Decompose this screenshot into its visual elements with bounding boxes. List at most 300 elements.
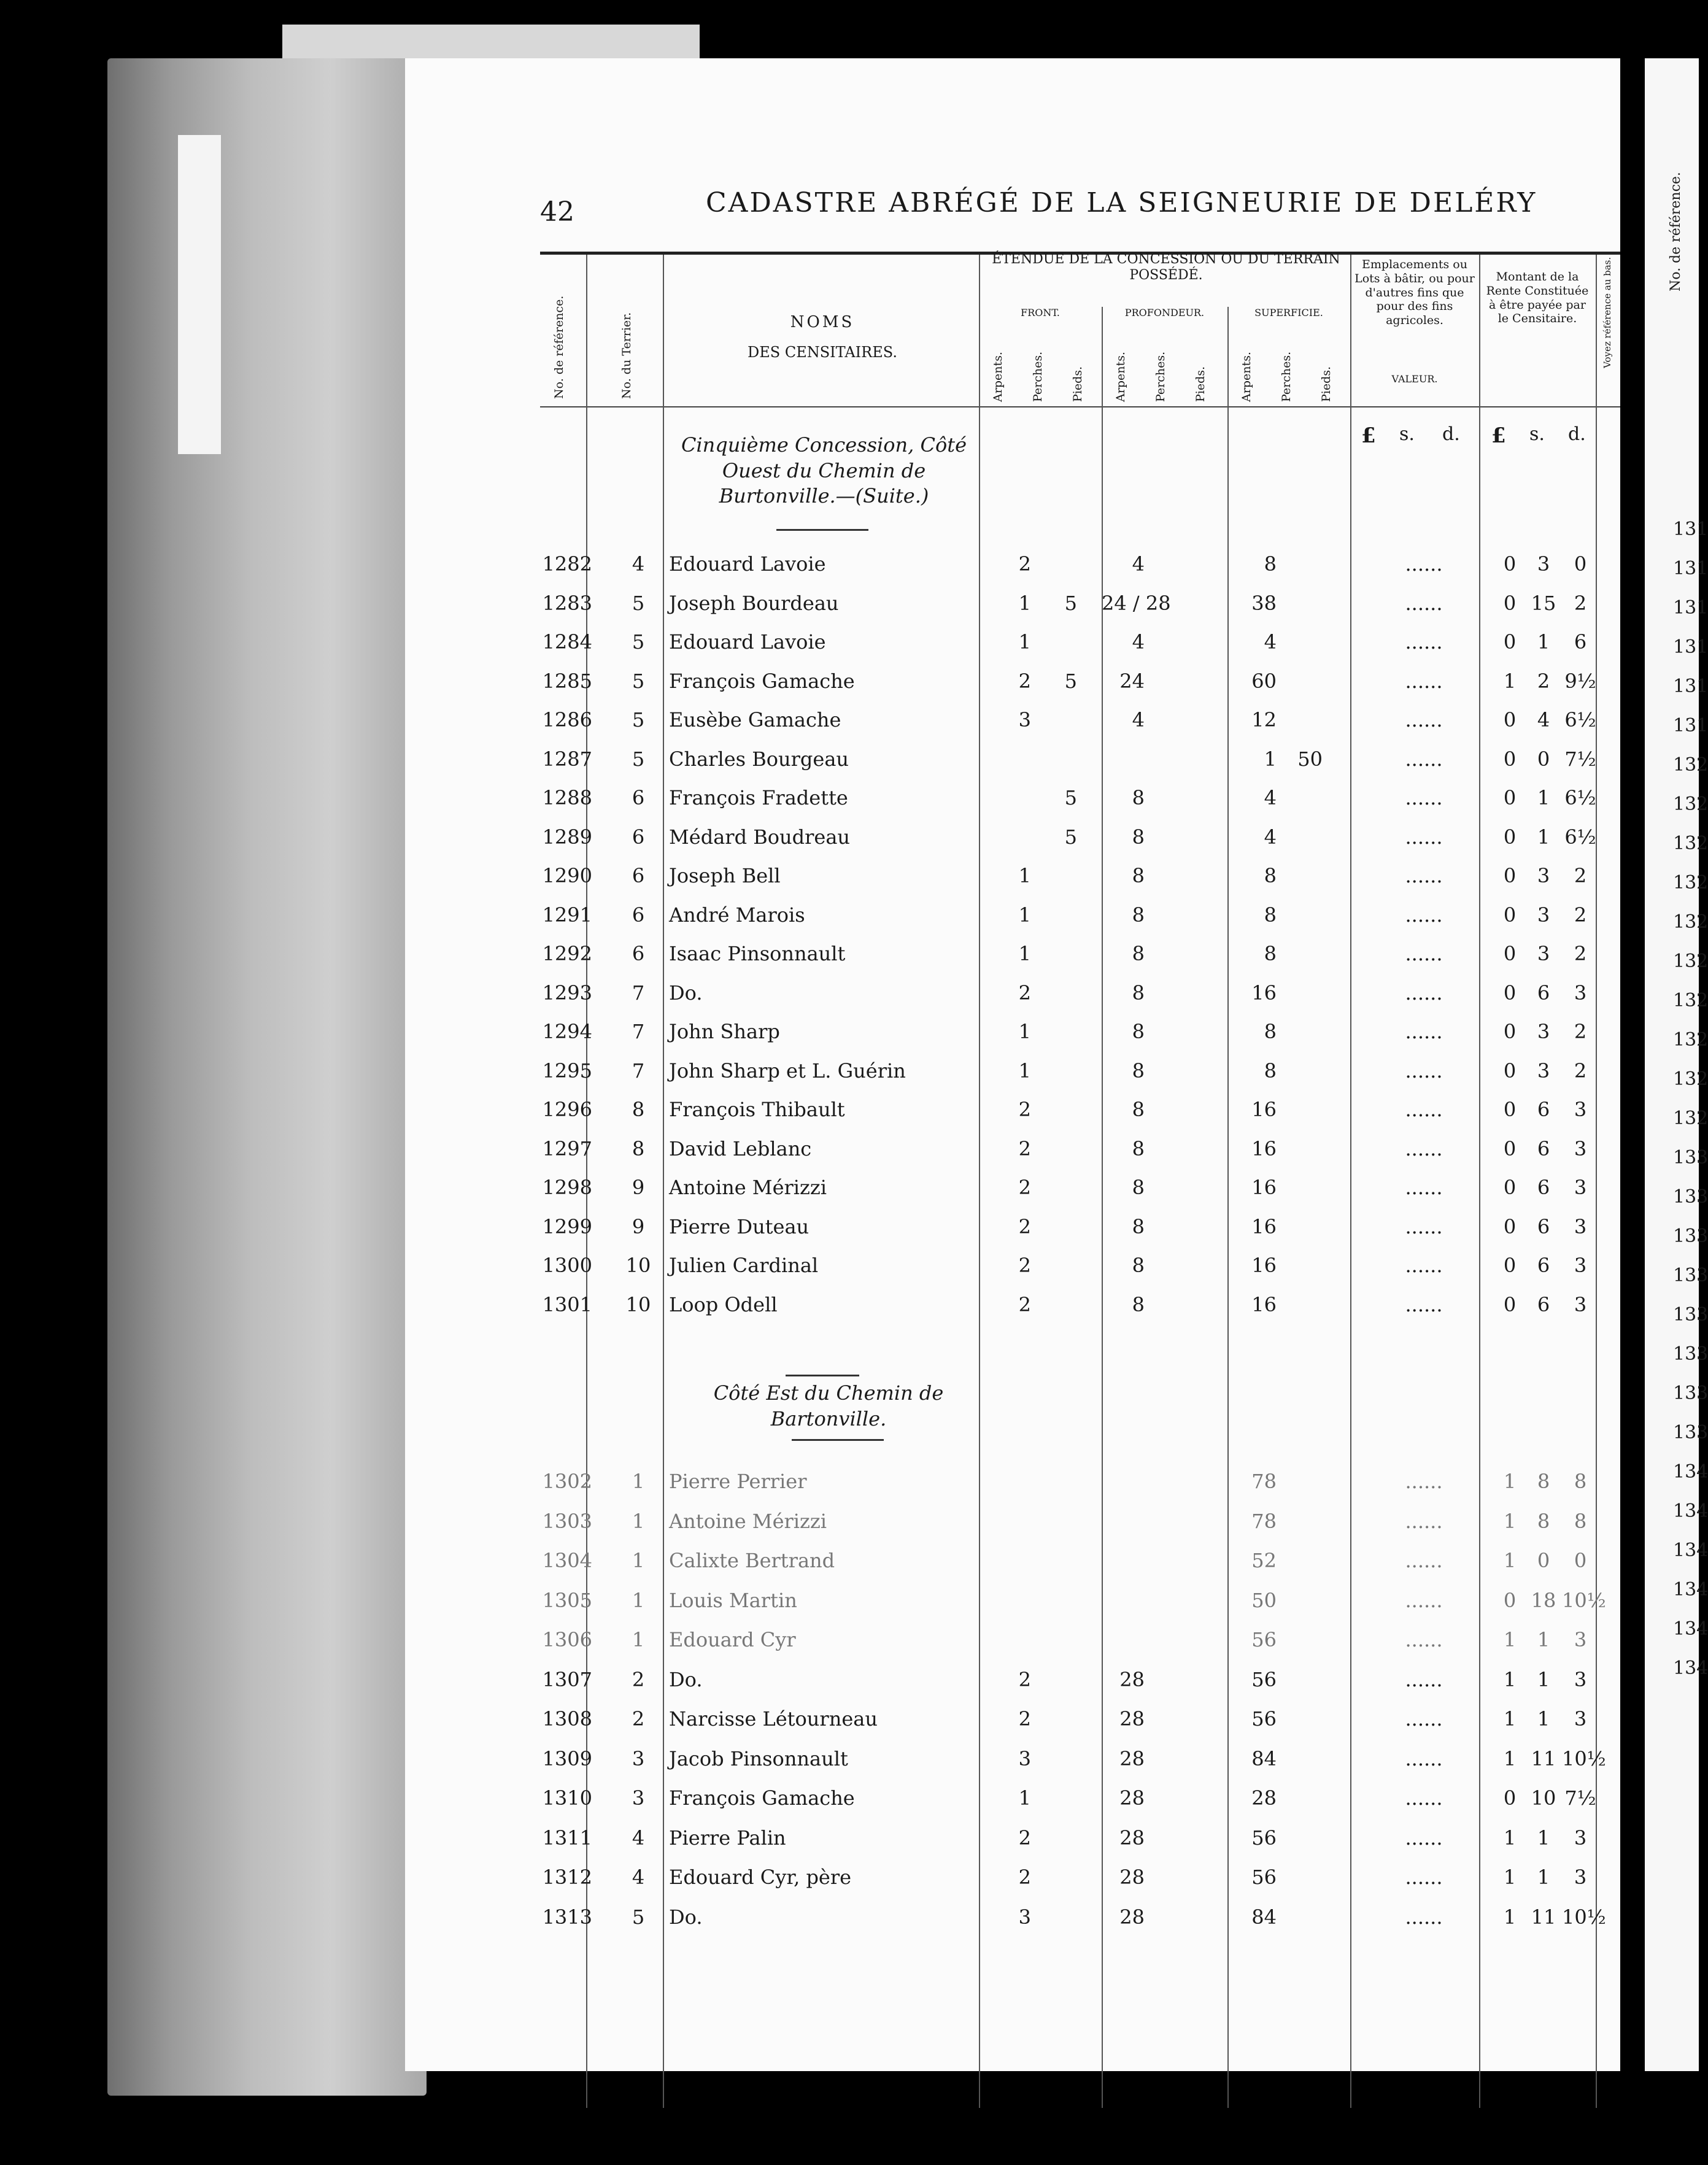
cell-val: ......: [1405, 1866, 1443, 1889]
cell-sa: 4: [1264, 825, 1277, 849]
cell-ter: 3: [632, 1746, 645, 1770]
cell-name: Edouard Lavoie: [669, 552, 826, 576]
cell-val: ......: [1405, 864, 1443, 887]
cell-d: 6: [1574, 630, 1587, 654]
cell-ter: 9: [632, 1214, 645, 1238]
currency-pence: d.: [1442, 423, 1460, 445]
cell-s: 6: [1537, 1137, 1550, 1160]
cell-l: 0: [1503, 747, 1517, 771]
right-page-ref-number: 132: [1673, 1068, 1708, 1090]
right-page-ref-number: 132: [1673, 1108, 1708, 1129]
cell-sa: 56: [1251, 1667, 1277, 1691]
cell-l: 0: [1503, 630, 1517, 654]
cell-pa: 8: [1132, 942, 1145, 965]
cell-ter: 5: [632, 591, 645, 615]
cell-pa: 8: [1132, 864, 1145, 887]
right-page-ref-number: 133: [1673, 1147, 1708, 1168]
cell-s: 3: [1537, 552, 1550, 576]
cell-name: David Leblanc: [669, 1137, 812, 1160]
table-row: [0, 592, 1699, 628]
cell-ter: 4: [632, 1826, 645, 1850]
table-row: [0, 1707, 1699, 1744]
cell-pa: 8: [1132, 1098, 1145, 1121]
cell-pa: 28: [1119, 1667, 1145, 1691]
cell-s: 2: [1537, 669, 1550, 693]
table-row: [0, 981, 1699, 1018]
cell-d: 9½: [1564, 669, 1596, 693]
section-heading-fifth-concession: Cinquième Concession, Côté Ouest du Chemin de Burtonville.—(Suite.): [681, 433, 967, 508]
currency-pound-rente: £: [1491, 423, 1506, 448]
cell-ref: 1310: [542, 1786, 592, 1810]
cell-ref: 1297: [542, 1137, 592, 1160]
cell-name: Julien Cardinal: [669, 1254, 819, 1277]
cell-name: Antoine Mérizzi: [669, 1509, 827, 1533]
cell-ref: 1289: [542, 825, 592, 849]
cell-fa: 2: [1018, 669, 1031, 693]
cell-sa: 28: [1251, 1786, 1277, 1810]
cell-name: Eusèbe Gamache: [669, 708, 841, 731]
header-front-pieds: Pieds.: [1071, 366, 1084, 402]
header-front-perches: Perches.: [1031, 351, 1045, 402]
cell-l: 1: [1503, 1509, 1517, 1533]
cell-ter: 10: [625, 1292, 651, 1316]
cell-fa: 1: [1018, 1786, 1031, 1810]
cell-pa: 8: [1132, 1254, 1145, 1277]
cell-fa: 1: [1018, 942, 1031, 965]
cell-ter: 8: [632, 1098, 645, 1121]
cell-name: Pierre Perrier: [669, 1470, 807, 1493]
table-row: [0, 1905, 1699, 1942]
cell-d: 7½: [1564, 747, 1596, 771]
table-row: [0, 825, 1699, 862]
currency-pence-rente: d.: [1568, 423, 1586, 445]
cell-ter: 10: [625, 1254, 651, 1277]
cell-ter: 5: [632, 669, 645, 693]
right-page-ref-number: 133: [1673, 1225, 1708, 1247]
right-page-ref-number: 131: [1673, 715, 1708, 736]
cell-fp: 5: [1064, 825, 1077, 849]
table-row: [0, 864, 1699, 901]
cell-sa: 1: [1264, 747, 1277, 771]
cell-ref: 1286: [542, 708, 592, 731]
cell-name: Edouard Cyr, père: [669, 1866, 852, 1889]
right-page-ref-number: 132: [1673, 990, 1708, 1011]
header-rule-bottom: [540, 406, 1620, 407]
cell-val: ......: [1405, 1746, 1443, 1770]
cell-fa: 2: [1018, 1866, 1031, 1889]
cell-l: 1: [1503, 1549, 1517, 1572]
cell-ref: 1303: [542, 1509, 592, 1533]
cell-l: 1: [1503, 1707, 1517, 1731]
right-page-ref-number: 134: [1673, 1540, 1708, 1561]
cell-l: 0: [1503, 591, 1517, 615]
cell-val: ......: [1405, 591, 1443, 615]
cell-ref: 1300: [542, 1254, 592, 1277]
header-front-arpents: Arpents.: [991, 352, 1005, 402]
right-page-heading: No. de référence.: [1668, 172, 1683, 291]
cell-l: 1: [1503, 669, 1517, 693]
cell-ref: 1293: [542, 981, 592, 1005]
cell-s: 11: [1531, 1905, 1556, 1929]
cell-ref: 1313: [542, 1905, 592, 1929]
cell-l: 0: [1503, 942, 1517, 965]
cell-ter: 2: [632, 1667, 645, 1691]
cell-d: 2: [1574, 942, 1587, 965]
cell-fa: 2: [1018, 1176, 1031, 1199]
cell-ref: 1311: [542, 1826, 592, 1850]
cell-ter: 6: [632, 825, 645, 849]
header-valeur: VALEUR.: [1391, 373, 1438, 385]
cell-l: 1: [1503, 1746, 1517, 1770]
cell-d: 10½: [1562, 1905, 1606, 1929]
header-terrier: No. du Terrier.: [620, 312, 633, 399]
cell-name: Charles Bourgeau: [669, 747, 849, 771]
right-page-ref-number: 131: [1673, 636, 1708, 658]
cell-sa: 56: [1251, 1866, 1277, 1889]
cell-name: Jacob Pinsonnault: [669, 1746, 848, 1770]
cell-sa: 78: [1251, 1509, 1277, 1533]
cell-ter: 3: [632, 1786, 645, 1810]
cell-d: 2: [1574, 903, 1587, 927]
cell-ter: 8: [632, 1137, 645, 1160]
cell-d: 6½: [1564, 825, 1596, 849]
cell-name: Edouard Lavoie: [669, 630, 826, 654]
cell-sa: 38: [1251, 591, 1277, 615]
table-row: [0, 1549, 1699, 1586]
table-row: [0, 942, 1699, 979]
cell-s: 3: [1537, 1059, 1550, 1082]
table-row: [0, 1747, 1699, 1784]
cell-fa: 1: [1018, 1020, 1031, 1043]
cell-val: ......: [1405, 1509, 1443, 1533]
section-rule: [786, 1375, 859, 1376]
cell-s: 6: [1537, 1254, 1550, 1277]
cell-s: 6: [1537, 1292, 1550, 1316]
cell-l: 0: [1503, 552, 1517, 576]
cell-d: 2: [1574, 864, 1587, 887]
cell-fa: 2: [1018, 1214, 1031, 1238]
cell-ref: 1287: [542, 747, 592, 771]
cell-s: 1: [1537, 1707, 1550, 1731]
cell-l: 1: [1503, 1905, 1517, 1929]
right-page-ref-number: 134: [1673, 1618, 1708, 1640]
cell-fp: 5: [1064, 669, 1077, 693]
cell-d: 2: [1574, 591, 1587, 615]
cell-ter: 5: [632, 1905, 645, 1929]
bookmark-slip: [178, 135, 221, 454]
section-heading-east-side: Côté Est du Chemin de Bartonville.: [713, 1381, 944, 1430]
cell-pa: 8: [1132, 1137, 1145, 1160]
cell-ref: 1301: [542, 1292, 592, 1316]
cell-fa: 1: [1018, 630, 1031, 654]
cell-ter: 5: [632, 747, 645, 771]
cell-l: 0: [1503, 1059, 1517, 1082]
cell-val: ......: [1405, 1292, 1443, 1316]
header-montant: Montant de la Rente Constituée à être payée par le Censitaire.: [1486, 270, 1589, 326]
right-page-ref-number: 132: [1673, 833, 1708, 854]
cell-s: 3: [1537, 1020, 1550, 1043]
cell-ref: 1308: [542, 1707, 592, 1731]
table-row: [0, 708, 1699, 745]
table-row: [0, 1020, 1699, 1057]
cell-ref: 1283: [542, 591, 592, 615]
cell-val: ......: [1405, 1470, 1443, 1493]
cell-d: 8: [1574, 1509, 1587, 1533]
cell-s: 6: [1537, 1176, 1550, 1199]
cell-pa: 28: [1119, 1905, 1145, 1929]
cell-d: 3: [1574, 981, 1587, 1005]
cell-ter: 7: [632, 1020, 645, 1043]
cell-l: 0: [1503, 864, 1517, 887]
cell-fa: 1: [1018, 903, 1031, 927]
cell-s: 3: [1537, 903, 1550, 927]
cell-ter: 6: [632, 942, 645, 965]
cell-l: 1: [1503, 1470, 1517, 1493]
cell-sa: 16: [1251, 1137, 1277, 1160]
cell-sa: 16: [1251, 1214, 1277, 1238]
cell-ter: 2: [632, 1707, 645, 1731]
right-page-ref-number: 132: [1673, 911, 1708, 933]
cell-d: 3: [1574, 1667, 1587, 1691]
cell-l: 0: [1503, 1292, 1517, 1316]
right-page-ref-number: 134: [1673, 1579, 1708, 1600]
table-row: [0, 1098, 1699, 1135]
cell-val: ......: [1405, 1588, 1443, 1612]
cell-d: 3: [1574, 1176, 1587, 1199]
cell-s: 8: [1537, 1470, 1550, 1493]
cell-fa: 1: [1018, 1059, 1031, 1082]
cell-val: ......: [1405, 708, 1443, 731]
cell-ter: 7: [632, 1059, 645, 1082]
cell-fa: 2: [1018, 981, 1031, 1005]
right-page-ref-number: 131: [1673, 558, 1708, 579]
cell-l: 0: [1503, 825, 1517, 849]
cell-s: 1: [1537, 1628, 1550, 1651]
cell-name: Calixte Bertrand: [669, 1549, 835, 1572]
cell-ref: 1299: [542, 1214, 592, 1238]
header-prof-arpents: Arpents.: [1114, 352, 1127, 402]
cell-fa: 3: [1018, 708, 1031, 731]
cell-pa: 28: [1119, 1786, 1145, 1810]
table-row: [0, 1137, 1699, 1174]
right-page-ref-number: 133: [1673, 1186, 1708, 1208]
cell-s: 0: [1537, 1549, 1550, 1572]
cell-pa: 8: [1132, 1292, 1145, 1316]
cell-fp: 5: [1064, 786, 1077, 809]
cell-sa: 78: [1251, 1470, 1277, 1493]
cell-fa: 2: [1018, 1707, 1031, 1731]
header-superficie: SUPERFICIE.: [1254, 307, 1323, 318]
cell-s: 1: [1537, 1866, 1550, 1889]
cell-l: 0: [1503, 786, 1517, 809]
cell-ref: 1307: [542, 1667, 592, 1691]
cell-ref: 1298: [542, 1176, 592, 1199]
cell-fa: 2: [1018, 1254, 1031, 1277]
cell-ter: 7: [632, 981, 645, 1005]
page-title: CADASTRE ABRÉGÉ DE LA SEIGNEURIE DE DELÉRY: [706, 187, 1537, 218]
cell-d: 3: [1574, 1866, 1587, 1889]
right-page-ref-number: 133: [1673, 1304, 1708, 1326]
cell-d: 6½: [1564, 708, 1596, 731]
cell-sa: 60: [1251, 669, 1277, 693]
cell-fa: 2: [1018, 552, 1031, 576]
right-page-ref-number: 132: [1673, 1029, 1708, 1051]
cell-ter: 4: [632, 552, 645, 576]
right-page-ref-number: 133: [1673, 1422, 1708, 1443]
cell-name: Joseph Bourdeau: [669, 591, 839, 615]
cell-val: ......: [1405, 786, 1443, 809]
table-row: [0, 670, 1699, 706]
header-sup-perches: Perches.: [1280, 351, 1293, 402]
cell-ref: 1285: [542, 669, 592, 693]
header-prof-perches: Perches.: [1154, 351, 1167, 402]
cell-d: 2: [1574, 1020, 1587, 1043]
cell-d: 7½: [1564, 1786, 1596, 1810]
cell-sa: 8: [1264, 552, 1277, 576]
cell-ter: 6: [632, 864, 645, 887]
cell-name: Loop Odell: [669, 1292, 778, 1316]
cell-sa: 12: [1251, 708, 1277, 731]
cell-sp: 50: [1297, 747, 1323, 771]
cell-ter: 1: [632, 1628, 645, 1651]
cell-pa: 24 / 28: [1102, 591, 1171, 615]
cell-pa: 8: [1132, 1059, 1145, 1082]
section-rule: [792, 1439, 884, 1441]
cell-name: Antoine Mérizzi: [669, 1176, 827, 1199]
cell-sa: 16: [1251, 1292, 1277, 1316]
cell-pa: 4: [1132, 708, 1145, 731]
cell-ref: 1288: [542, 786, 592, 809]
cell-name: François Thibault: [669, 1098, 845, 1121]
page-number: 42: [540, 196, 574, 228]
cell-ter: 9: [632, 1176, 645, 1199]
cell-ter: 5: [632, 630, 645, 654]
cell-ter: 1: [632, 1588, 645, 1612]
cell-name: Do.: [669, 981, 703, 1005]
cell-val: ......: [1405, 630, 1443, 654]
right-page-ref-number: 133: [1673, 1265, 1708, 1286]
cell-d: 2: [1574, 1059, 1587, 1082]
cell-val: ......: [1405, 981, 1443, 1005]
cell-fa: 1: [1018, 864, 1031, 887]
cell-ter: 6: [632, 786, 645, 809]
cell-val: ......: [1405, 747, 1443, 771]
cell-sa: 8: [1264, 903, 1277, 927]
cell-sa: 16: [1251, 1254, 1277, 1277]
cell-val: ......: [1405, 1667, 1443, 1691]
cell-val: ......: [1405, 1826, 1443, 1850]
right-page-ref-number: 133: [1673, 1343, 1708, 1365]
cell-l: 0: [1503, 1214, 1517, 1238]
cell-sa: 52: [1251, 1549, 1277, 1572]
cell-d: 0: [1574, 1549, 1587, 1572]
cell-val: ......: [1405, 1628, 1443, 1651]
cell-l: 0: [1503, 708, 1517, 731]
cell-name: Do.: [669, 1905, 703, 1929]
cell-d: 3: [1574, 1137, 1587, 1160]
table-row: [0, 1786, 1699, 1823]
cell-ref: 1282: [542, 552, 592, 576]
table-row: [0, 1589, 1699, 1626]
header-prof-pieds: Pieds.: [1194, 366, 1207, 402]
cell-l: 0: [1503, 1588, 1517, 1612]
cell-name: Joseph Bell: [669, 864, 781, 887]
cell-pa: 8: [1132, 825, 1145, 849]
right-page-ref-number: 134: [1673, 1658, 1708, 1679]
cell-s: 4: [1537, 708, 1550, 731]
header-front: FRONT.: [1021, 307, 1060, 318]
cell-d: 3: [1574, 1292, 1587, 1316]
cell-d: 8: [1574, 1470, 1587, 1493]
cell-val: ......: [1405, 1905, 1443, 1929]
right-page-ref-number: 133: [1673, 1383, 1708, 1404]
cell-ter: 1: [632, 1470, 645, 1493]
table-row: [0, 786, 1699, 823]
table-row: [0, 1176, 1699, 1213]
cell-pa: 4: [1132, 552, 1145, 576]
cell-s: 3: [1537, 864, 1550, 887]
cell-ter: 5: [632, 708, 645, 731]
cell-s: 1: [1537, 786, 1550, 809]
cell-fa: 3: [1018, 1746, 1031, 1770]
cell-s: 1: [1537, 1826, 1550, 1850]
cell-val: ......: [1405, 1549, 1443, 1572]
cell-d: 10½: [1562, 1746, 1606, 1770]
cell-fa: 2: [1018, 1826, 1031, 1850]
header-etendue: ÉTENDUE DE LA CONCESSION OU DU TERRAIN POSSÉDÉ.: [992, 252, 1340, 284]
cell-val: ......: [1405, 1059, 1443, 1082]
cell-sa: 8: [1264, 864, 1277, 887]
cell-fa: 3: [1018, 1905, 1031, 1929]
right-page-ref-number: 131: [1673, 597, 1708, 619]
cell-s: 1: [1537, 1667, 1550, 1691]
cell-s: 15: [1531, 591, 1556, 615]
table-row: [0, 1215, 1699, 1252]
cell-ter: 4: [632, 1866, 645, 1889]
cell-sa: 8: [1264, 942, 1277, 965]
cell-l: 0: [1503, 1137, 1517, 1160]
cell-pa: 8: [1132, 903, 1145, 927]
cell-name: Pierre Duteau: [669, 1214, 810, 1238]
cell-name: Médard Boudreau: [669, 825, 851, 849]
cell-sa: 84: [1251, 1905, 1277, 1929]
currency-shilling-rente: s.: [1529, 423, 1545, 445]
cell-sa: 4: [1264, 786, 1277, 809]
cell-d: 3: [1574, 1254, 1587, 1277]
cell-l: 0: [1503, 1786, 1517, 1810]
cell-val: ......: [1405, 1098, 1443, 1121]
cell-s: 18: [1531, 1588, 1556, 1612]
cell-l: 0: [1503, 1098, 1517, 1121]
cell-pa: 28: [1119, 1707, 1145, 1731]
cell-s: 10: [1531, 1786, 1556, 1810]
cell-s: 6: [1537, 1214, 1550, 1238]
cell-l: 1: [1503, 1628, 1517, 1651]
header-noms: NOMS: [790, 313, 855, 331]
table-row: [0, 1293, 1699, 1330]
currency-pound: £: [1361, 423, 1376, 448]
cell-name: François Fradette: [669, 786, 848, 809]
table-row: [0, 552, 1699, 589]
cell-name: John Sharp et L. Guérin: [669, 1059, 906, 1082]
cell-sa: 84: [1251, 1746, 1277, 1770]
table-row: [0, 1059, 1699, 1096]
cell-name: André Marois: [669, 903, 805, 927]
right-page-ref-number: 134: [1673, 1461, 1708, 1483]
cell-ref: 1302: [542, 1470, 592, 1493]
cell-pa: 24: [1119, 669, 1145, 693]
cell-sa: 8: [1264, 1020, 1277, 1043]
